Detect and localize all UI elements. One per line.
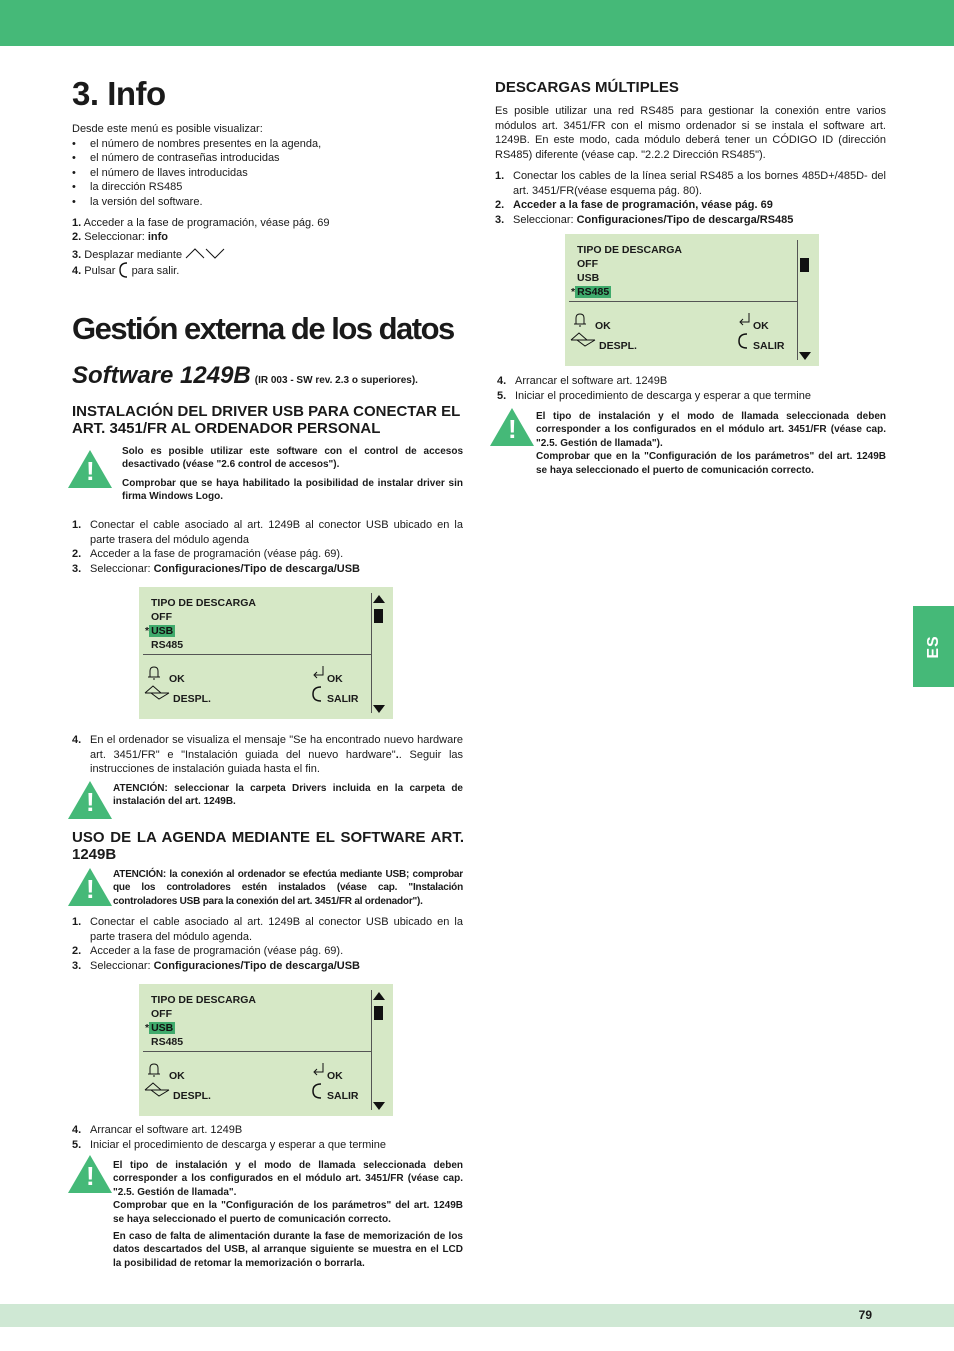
software-note: (IR 003 - SW rev. 2.3 o superiores). [254, 375, 418, 386]
descargas-heading: DESCARGAS MÚLTIPLES [495, 79, 679, 96]
lcd-option-selected: * RS485 [571, 286, 610, 298]
list-item: 5. Iniciar el procedimiento de descarga y esperar a que termine [497, 389, 811, 402]
list-item: 2. Acceder a la fase de programación, véase pág. 69 [495, 199, 773, 212]
softkey-salir: SALIR [753, 340, 785, 352]
softkey-ok-right: OK [327, 1070, 343, 1082]
warning-triangle-icon: ! [68, 450, 112, 488]
enter-icon [738, 312, 752, 328]
uso-agenda-final-warning: El tipo de instalación y el modo de llamada seleccionada deben corresponder a los configurados en el módulo art. 3451/FR (véase cap. "2.5. Gestión de llamada". Comprobar que en la "Configuración de los parámetros" del art. 1249B se haya seleccionado el puerto de comunicación correcto. En caso de falta de alimentación durante la fase de memorización de los datos descartados del USB, al arranque siguiente se muestra en el LCD la posibilidad de retomar la memorización o borrarla. [113, 1160, 463, 1269]
info-step-4: 4. Pulsar para salir. [72, 262, 462, 279]
list-item: 2. Acceder a la fase de programación (véase pág. 69). [72, 945, 344, 958]
softkey-despl: DESPL. [173, 1090, 211, 1102]
usb-driver-step-4 [72, 733, 463, 777]
bell-icon [147, 665, 161, 681]
list-item: 2. Acceder a la fase de programación (véase pág. 69). [72, 548, 344, 561]
lcd-scrollbar [372, 992, 385, 1110]
list-item: 4. Arrancar el software art. 1249B [72, 1124, 243, 1136]
list-item: • la versión del software. [72, 195, 462, 210]
software-title: Software 1249B (IR 003 - SW rev. 2.3 o superiores). [72, 362, 418, 389]
lcd-title: TIPO DE DESCARGA [151, 994, 257, 1006]
softkey-salir: SALIR [327, 693, 359, 705]
descargas-paragraph: Es posible utilizar una red RS485 para gestionar la conexión entre varios módulos art. 3451/FR con el mismo ordenador si se instala el software art. 1249B. En este modo, cada módulo deberá tener un CÓDIGO ID (dirección RS485) diferente (véase cap. "2.2.2 Dirección RS485"). [495, 105, 886, 161]
lcd-option: OFF [151, 1008, 172, 1020]
usb-driver-steps [72, 518, 463, 576]
language-tab-label: ES [924, 634, 942, 659]
list-item: • el número de llaves introducidas [72, 166, 462, 181]
lcd-title: TIPO DE DESCARGA [577, 244, 683, 256]
softkey-ok-left: OK [595, 320, 611, 332]
list-item: 3. Seleccionar: Configuraciones/Tipo de descarga/USB [72, 562, 360, 575]
lcd-scrollbar [372, 595, 385, 713]
usb-driver-warning: Solo es posible utilizar este software con el control de accesos desactivado (véase "2.6 control de accesos"). Comprobar que se haya habilitado la posibilidad de instalar driver sin firma Windows Logo. [122, 446, 463, 503]
lcd-option: OFF [151, 611, 172, 623]
lcd-option: RS485 [151, 1036, 184, 1048]
language-tab [913, 606, 954, 687]
back-c-icon [311, 1082, 323, 1100]
info-intro: Desde este menú es posible visualizar: [72, 123, 263, 135]
back-c-icon [737, 332, 749, 350]
scroll-arrows-icon [185, 247, 225, 259]
list-item: 5. Iniciar el procedimiento de descarga y esperar a que termine [72, 1138, 386, 1151]
list-item: • el número de contraseñas introducidas [72, 151, 462, 166]
list-item: 3. Seleccionar: Configuraciones/Tipo de descarga/RS485 [495, 213, 794, 226]
usb-driver-warning-2: ATENCIÓN: seleccionar la carpeta Drivers incluida en la carpeta de instalación del art. 1249B. [113, 783, 463, 808]
warning-triangle-icon: ! [68, 868, 112, 906]
list-item: 3. Seleccionar: Configuraciones/Tipo de descarga/USB [72, 959, 360, 972]
lcd-display-usb [139, 587, 393, 719]
list-item: • la dirección RS485 [72, 180, 462, 195]
softkey-ok-right: OK [753, 320, 769, 332]
lcd-display-rs485 [565, 234, 819, 366]
list-item: 4. Arrancar el software art. 1249B [497, 375, 668, 387]
gestion-title: Gestión externa de los datos [72, 311, 454, 346]
softkey-ok-right: OK [327, 673, 343, 685]
info-title: 3. Info [72, 75, 166, 112]
descargas-steps [495, 169, 886, 227]
enter-icon [312, 665, 326, 681]
usb-driver-heading: INSTALACIÓN DEL DRIVER USB PARA CONECTAR EL ART. 3451/FR AL ORDENADOR PERSONAL [72, 403, 461, 437]
info-bullets [72, 137, 462, 210]
warning-triangle-icon: ! [68, 781, 112, 819]
bell-icon [147, 1062, 161, 1078]
bell-icon [573, 312, 587, 328]
softkey-ok-left: OK [169, 673, 185, 685]
lcd-display-usb-2 [139, 984, 393, 1116]
lcd-option: USB [577, 272, 600, 284]
softkey-despl: DESPL. [599, 340, 637, 352]
info-step-3: 3. Desplazar mediante [72, 247, 462, 263]
scroll-arrows-icon [143, 684, 171, 700]
uso-agenda-steps-2 [72, 1123, 463, 1152]
uso-agenda-heading: USO DE LA AGENDA MEDIANTE EL SOFTWARE ART. 1249B [72, 829, 464, 863]
descargas-warning: El tipo de instalación y el modo de llamada seleccionada deben corresponder a los configurados en el módulo art. 3451/FR (véase cap. "2.5. Gestión de llamada"). Comprobar que en la "Configuración de los parámetros" del art. 1249B se haya seleccionado el puerto de comunicación correcto. [536, 411, 886, 476]
softkey-despl: DESPL. [173, 693, 211, 705]
back-c-icon [311, 685, 323, 703]
scroll-arrows-icon [569, 331, 597, 347]
list-item: 1. Conectar el cable asociado al art. 1249B al conector USB ubicado en la parte trasera del módulo agenda [72, 519, 463, 546]
top-color-bar [0, 0, 954, 46]
lcd-option: RS485 [151, 639, 184, 651]
lcd-option-selected: * USB [145, 1022, 174, 1034]
info-step-2: 2. Seleccionar: info [72, 231, 169, 244]
bottom-color-bar [0, 1304, 954, 1327]
uso-agenda-warning: ATENCIÓN: la conexión al ordenador se efectúa mediante USB; comprobar que los controladores estén instalados (véase cap. "Instalación controladores USB para la conexión del art. 3451/FR al ordenador"). [113, 869, 463, 907]
warning-triangle-icon: ! [68, 1155, 112, 1193]
lcd-title: TIPO DE DESCARGA [151, 597, 257, 609]
descargas-steps-2 [497, 374, 888, 403]
warning-triangle-icon: ! [490, 408, 534, 446]
back-c-icon [119, 262, 129, 278]
lcd-option-selected: * USB [145, 625, 174, 637]
list-item: 1. Conectar los cables de la línea serial RS485 a los bornes 485D+/485D- del art. 3451/FR(véase esquema pág. 80). [495, 170, 886, 197]
uso-agenda-steps [72, 915, 463, 973]
list-item: 1. Conectar el cable asociado al art. 1249B al conector USB ubicado en la parte trasera del módulo agenda. [72, 916, 463, 943]
info-step-1: 1. Acceder a la fase de programación, véase pág. 69 [72, 216, 330, 229]
softkey-salir: SALIR [327, 1090, 359, 1102]
list-item: 4. En el ordenador se visualiza el mensaje "Se ha encontrado nuevo hardware art. 3451/FR" e "Instalación guiada del nuevo hardware".. Seguir las instrucciones de instalación guiada hasta el fin. [72, 734, 464, 776]
scroll-arrows-icon [143, 1081, 171, 1097]
page-number: 79 [858, 1308, 872, 1322]
enter-icon [312, 1062, 326, 1078]
softkey-ok-left: OK [169, 1070, 185, 1082]
list-item: • el número de nombres presentes en la agenda, [72, 137, 462, 152]
lcd-option: OFF [577, 258, 598, 270]
info-section [72, 122, 462, 279]
lcd-scrollbar [798, 242, 811, 360]
